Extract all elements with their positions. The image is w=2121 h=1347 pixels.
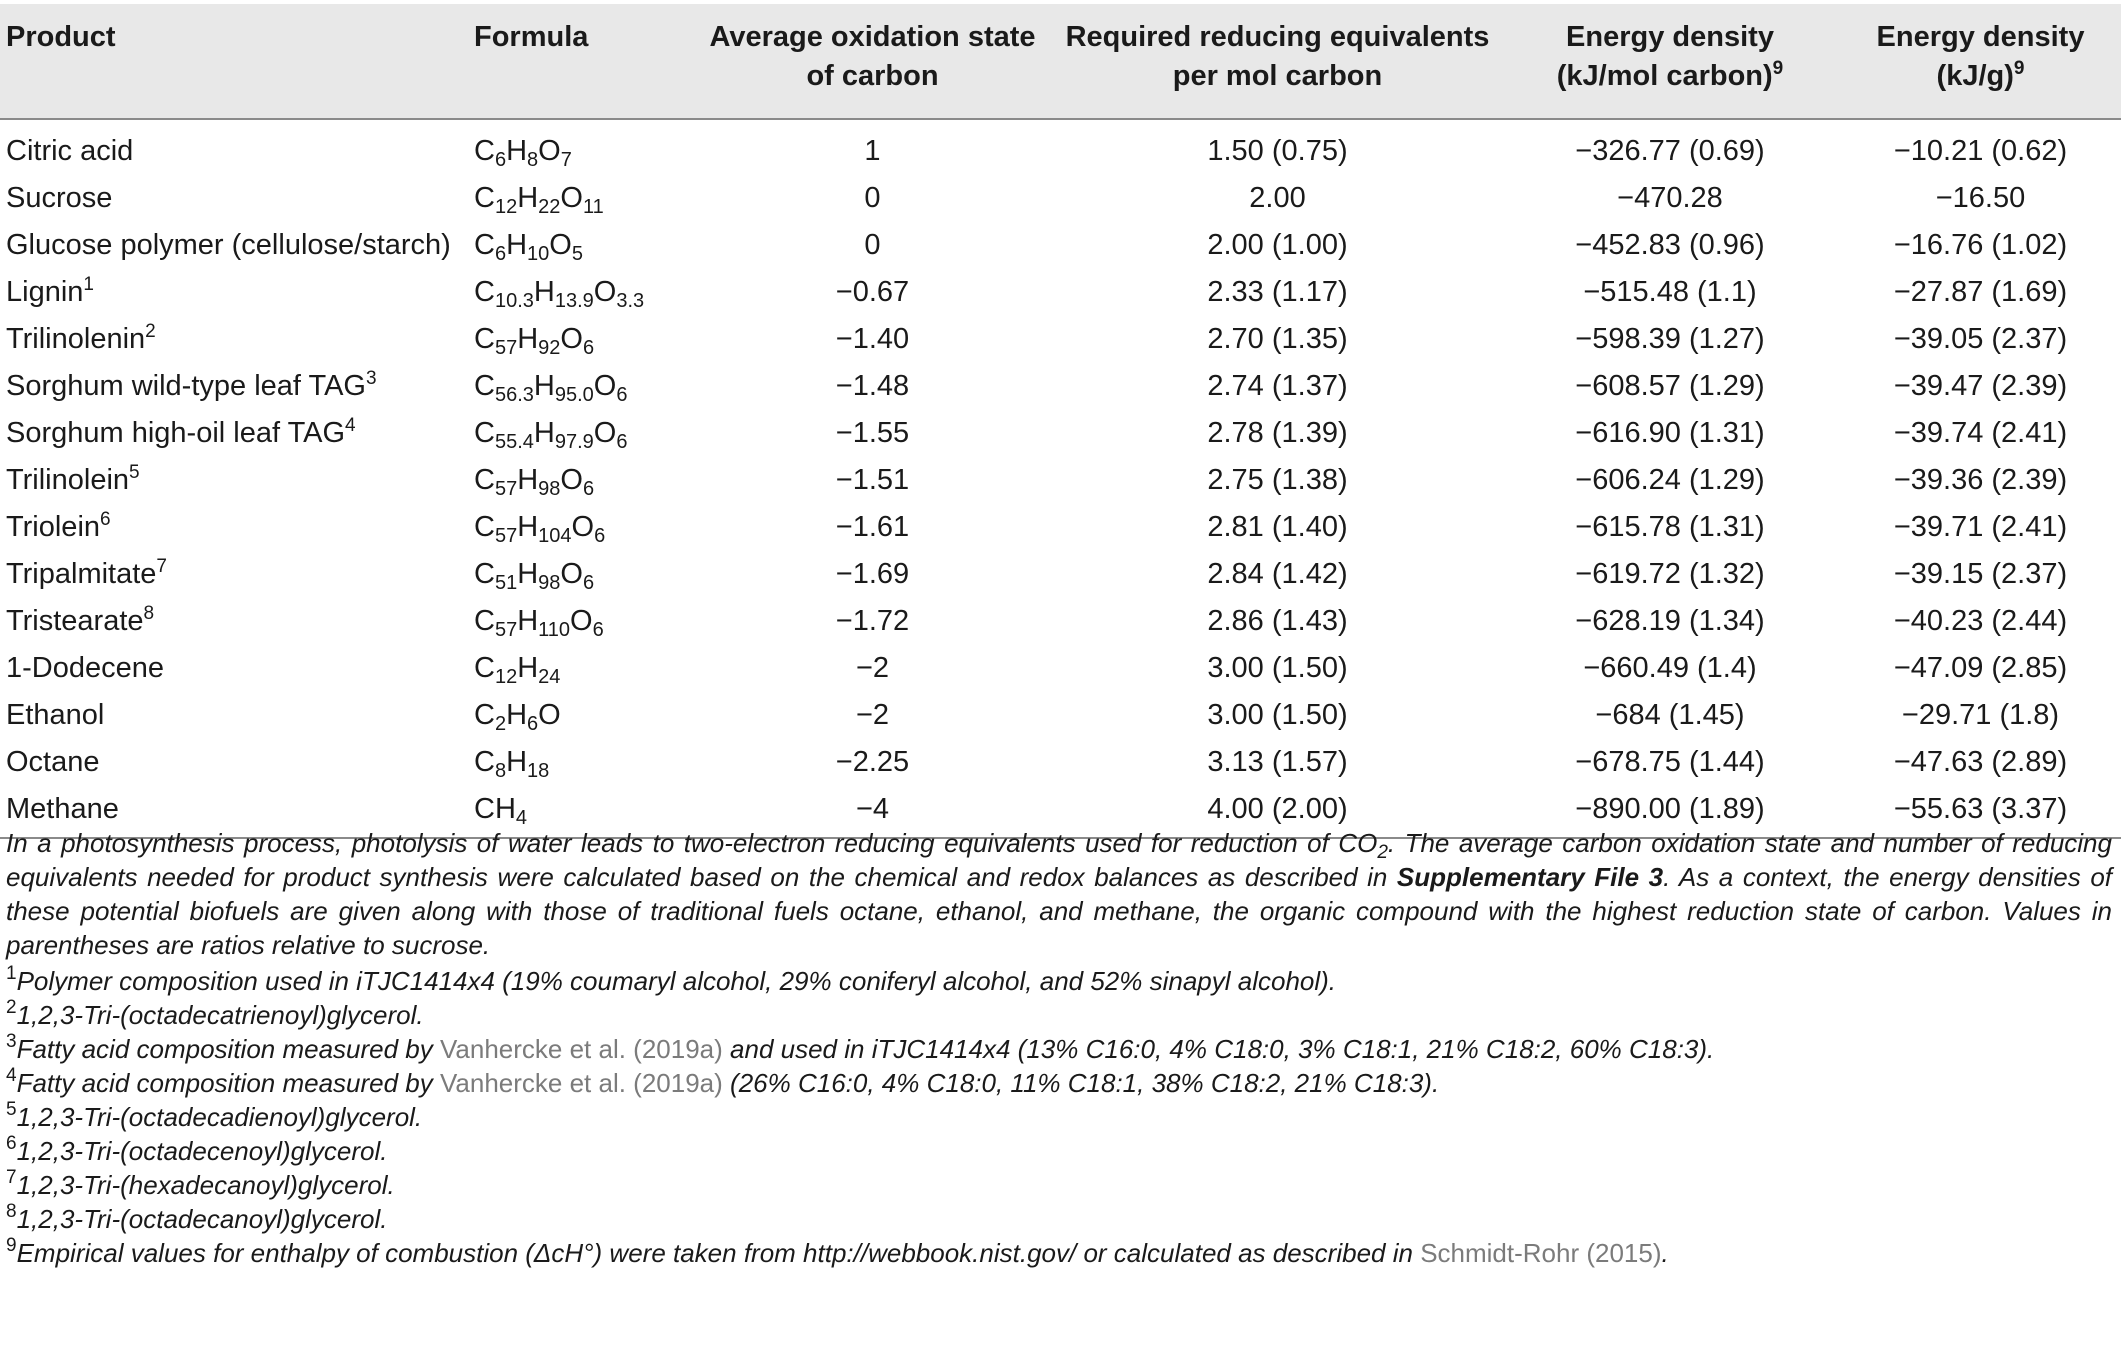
product-name: Glucose polymer (cellulose/starch) bbox=[6, 229, 451, 261]
formula-subscript: 57 bbox=[494, 525, 518, 547]
formula-element: O bbox=[593, 417, 617, 449]
footnote-text: Fatty acid composition measured by bbox=[16, 1034, 440, 1064]
formula-subscript: 6 bbox=[527, 713, 539, 735]
table-row bbox=[0, 504, 2121, 551]
formula-element: C bbox=[474, 417, 495, 449]
footnote-number: 8 bbox=[6, 1201, 17, 1222]
footnote-text: Polymer composition used in iTJC1414x4 (19% coumaryl alcohol, 29% coniferyl alcohol, and 52% sinapyl alcohol). bbox=[16, 966, 1337, 996]
cell-oxidation: −1.55 bbox=[835, 417, 910, 449]
footnote-list bbox=[6, 964, 2112, 1270]
formula-subscript: 6 bbox=[592, 619, 604, 641]
cell-product bbox=[0, 504, 468, 551]
formula-element: C bbox=[474, 464, 495, 496]
formula-subscript: 6 bbox=[616, 384, 628, 406]
footnote-text-cont: (26% C16:0, 4% C18:0, 11% C18:1, 38% C18:2, 21% C18:3). bbox=[722, 1068, 1440, 1098]
footnote-number: 3 bbox=[6, 1031, 17, 1052]
cell-product bbox=[0, 457, 468, 504]
formula-element: C bbox=[474, 746, 495, 778]
cell-energy-density-carbon: −606.24 (1.29) bbox=[1575, 464, 1765, 496]
product-name: Lignin bbox=[6, 276, 84, 308]
cell-energy-density-carbon: −684 (1.45) bbox=[1595, 699, 1745, 731]
cell-energy-density-carbon: −678.75 (1.44) bbox=[1575, 746, 1765, 778]
footnote bbox=[6, 1066, 2112, 1100]
footnote-text: 1,2,3-Tri-(octadecatrienoyl)glycerol. bbox=[16, 1000, 424, 1030]
product-name: Methane bbox=[6, 793, 119, 825]
product-name: Octane bbox=[6, 746, 100, 778]
cell-oxidation: 0 bbox=[864, 229, 881, 261]
cell-energy-density-gram: −40.23 (2.44) bbox=[1893, 605, 2068, 637]
footnote bbox=[6, 1134, 2112, 1168]
formula-element: H bbox=[533, 276, 555, 308]
cell-energy-density-carbon: −616.90 (1.31) bbox=[1575, 417, 1765, 449]
footnote-marker: 3 bbox=[365, 368, 377, 389]
footnote-text-cont: . bbox=[1661, 1238, 1669, 1268]
cell-product bbox=[0, 410, 468, 457]
cell-energy-density-carbon: −608.57 (1.29) bbox=[1575, 370, 1765, 402]
header-formula: Formula bbox=[468, 4, 690, 119]
footnote-number: 7 bbox=[6, 1167, 17, 1188]
formula-subscript: 5 bbox=[571, 243, 583, 265]
cell-formula bbox=[468, 175, 690, 222]
footnote-text: Empirical values for enthalpy of combustion (ΔcH°) were taken from http://webbook.nist.gov/ or calculated as described in bbox=[16, 1238, 1421, 1268]
formula-element: O bbox=[593, 276, 617, 308]
cell-formula bbox=[468, 410, 690, 457]
footnote bbox=[6, 964, 2112, 998]
footnote-marker: 5 bbox=[129, 462, 140, 483]
formula-subscript: 6 bbox=[594, 525, 606, 547]
footnote-marker: 2 bbox=[145, 321, 156, 342]
cell-reducing: 2.86 (1.43) bbox=[1207, 605, 1348, 637]
cell-oxidation: −2 bbox=[855, 652, 890, 684]
formula-subscript: 4 bbox=[515, 807, 528, 829]
table-body bbox=[0, 119, 2121, 838]
table-row bbox=[0, 551, 2121, 598]
header-oxidation: Average oxidation state of carbon bbox=[690, 4, 1055, 119]
header-energy-density-carbon: Energy density (kJ/mol carbon)$^9$ bbox=[1500, 4, 1840, 119]
footnote-number: 6 bbox=[6, 1133, 17, 1154]
formula-element: C bbox=[474, 323, 495, 355]
cell-reducing: 3.00 (1.50) bbox=[1207, 652, 1348, 684]
cell-reducing: 2.74 (1.37) bbox=[1207, 370, 1348, 402]
table-row bbox=[0, 692, 2121, 739]
formula-element: C bbox=[474, 370, 495, 402]
cell-formula bbox=[468, 739, 690, 786]
cell-product bbox=[0, 739, 468, 786]
formula-element: C bbox=[474, 229, 495, 261]
footnote-number: 4 bbox=[6, 1065, 17, 1086]
cell-formula bbox=[468, 222, 690, 269]
citation-link[interactable]: Schmidt-Rohr (2015) bbox=[1420, 1238, 1662, 1268]
cell-oxidation: −2 bbox=[855, 699, 890, 731]
formula-element: H bbox=[506, 746, 528, 778]
cell-energy-density-gram: −39.36 (2.39) bbox=[1893, 464, 2068, 496]
cell-oxidation: −1.69 bbox=[835, 558, 910, 590]
cell-product bbox=[0, 175, 468, 222]
formula-subscript: 6 bbox=[582, 337, 595, 359]
formula-subscript: 10 bbox=[527, 243, 550, 265]
formula-element: H bbox=[533, 417, 555, 449]
footnote bbox=[6, 998, 2112, 1032]
header-row bbox=[0, 4, 2121, 119]
table-row bbox=[0, 598, 2121, 645]
formula-subscript: 95.0 bbox=[554, 384, 594, 406]
formula-element: O bbox=[571, 511, 595, 543]
cell-energy-density-carbon: −619.72 (1.32) bbox=[1575, 558, 1765, 590]
cell-reducing: 2.00 bbox=[1249, 182, 1306, 214]
formula-subscript: 98 bbox=[538, 572, 561, 594]
footnote bbox=[6, 1168, 2112, 1202]
formula-subscript: 22 bbox=[538, 196, 561, 218]
cell-energy-density-gram: −29.71 (1.8) bbox=[1901, 699, 2060, 731]
cell-energy-density-gram: −39.74 (2.41) bbox=[1893, 417, 2068, 449]
supplementary-ref: Supplementary File 3 bbox=[1396, 862, 1664, 892]
cell-energy-density-carbon: −615.78 (1.31) bbox=[1575, 511, 1765, 543]
formula-subscript: 8 bbox=[494, 760, 507, 782]
cell-reducing: 4.00 (2.00) bbox=[1055, 786, 1500, 838]
cell-energy-density-gram: −27.87 (1.69) bbox=[1893, 276, 2068, 308]
header-energy-density-gram: Energy density $(kJ/g)^9$ bbox=[1840, 4, 2121, 119]
formula-subscript: 56.3 bbox=[494, 384, 534, 406]
footnote-text: Fatty acid composition measured by bbox=[16, 1068, 440, 1098]
product-name: Trilinolenin bbox=[6, 323, 146, 355]
cell-energy-density-gram: −47.63 (2.89) bbox=[1893, 746, 2068, 778]
footnote bbox=[6, 1100, 2112, 1134]
footnote bbox=[6, 1236, 2112, 1270]
formula-subscript: 12 bbox=[494, 196, 518, 218]
formula-subscript: 6 bbox=[616, 431, 628, 453]
cell-reducing: 3.13 (1.57) bbox=[1207, 746, 1348, 778]
footnote-marker: 7 bbox=[156, 556, 167, 577]
cell-energy-density-gram: −39.15 (2.37) bbox=[1893, 558, 2068, 590]
formula-subscript: 6 bbox=[494, 149, 507, 171]
cell-oxidation: 0 bbox=[864, 182, 881, 214]
formula-element: H bbox=[517, 464, 539, 496]
formula-element: O bbox=[549, 229, 572, 261]
cell-product bbox=[0, 269, 468, 316]
formula-subscript: 24 bbox=[538, 666, 561, 688]
product-name: Triolein bbox=[6, 511, 101, 543]
cell-oxidation: −1.40 bbox=[835, 323, 910, 355]
table-row bbox=[0, 645, 2121, 692]
table-row bbox=[0, 222, 2121, 269]
formula-element: H bbox=[517, 511, 539, 543]
product-name: Tripalmitate bbox=[6, 558, 157, 590]
cell-formula bbox=[468, 504, 690, 551]
cell-product bbox=[0, 222, 468, 269]
formula-subscript: 98 bbox=[538, 478, 561, 500]
table-row bbox=[0, 410, 2121, 457]
cell-energy-density-gram: −39.71 (2.41) bbox=[1893, 511, 2068, 543]
cell-formula bbox=[468, 457, 690, 504]
formula-subscript: 3.3 bbox=[616, 290, 645, 312]
table-row bbox=[0, 269, 2121, 316]
cell-reducing: 1.50 (0.75) bbox=[1207, 135, 1348, 167]
formula-subscript: 18 bbox=[527, 760, 550, 782]
footnote-marker: 6 bbox=[100, 509, 111, 530]
cell-oxidation: −4 bbox=[690, 786, 1055, 838]
formula-subscript: 13.9 bbox=[554, 290, 594, 312]
formula-subscript: 11 bbox=[582, 196, 604, 218]
formula-element: H bbox=[517, 652, 539, 684]
footnote-text: 1,2,3-Tri-(hexadecanoyl)glycerol. bbox=[16, 1170, 395, 1200]
formula-element: H bbox=[506, 135, 528, 167]
citation-link[interactable]: Vanhercke et al. (2019a) bbox=[440, 1034, 723, 1064]
footnote-number: 5 bbox=[6, 1099, 17, 1120]
cell-product bbox=[0, 645, 468, 692]
cell-reducing: 2.75 (1.38) bbox=[1207, 464, 1348, 496]
cell-energy-density-gram: −55.63 (3.37) bbox=[1840, 786, 2121, 838]
table-row bbox=[0, 316, 2121, 363]
cell-reducing: 3.00 (1.50) bbox=[1207, 699, 1348, 731]
cell-energy-density-carbon: −326.77 (0.69) bbox=[1575, 135, 1765, 167]
formula-element: C bbox=[474, 182, 495, 214]
formula-element: H bbox=[517, 605, 539, 637]
formula-element: C bbox=[474, 135, 495, 167]
cell-formula bbox=[468, 692, 690, 739]
product-name: Citric acid bbox=[6, 135, 134, 167]
cell-oxidation: −0.67 bbox=[835, 276, 910, 308]
data-table bbox=[0, 4, 2121, 839]
table-row bbox=[0, 363, 2121, 410]
product-name: Ethanol bbox=[6, 699, 105, 731]
cell-oxidation: −2.25 bbox=[835, 746, 910, 778]
cell-formula bbox=[468, 645, 690, 692]
cell-reducing: 2.70 (1.35) bbox=[1207, 323, 1348, 355]
formula-element: C bbox=[474, 558, 495, 590]
cell-product bbox=[0, 692, 468, 739]
cell-energy-density-gram: −39.05 (2.37) bbox=[1893, 323, 2068, 355]
formula-element: H bbox=[517, 182, 539, 214]
table-notes bbox=[6, 826, 2112, 1270]
table-row bbox=[0, 457, 2121, 504]
formula-subscript: 6 bbox=[494, 243, 507, 265]
product-name: Sorghum wild-type leaf TAG bbox=[6, 370, 366, 402]
formula-element: O bbox=[560, 558, 583, 590]
cell-reducing: 2.84 (1.42) bbox=[1207, 558, 1348, 590]
formula-subscript: 97.9 bbox=[554, 431, 594, 453]
formula-element: C bbox=[474, 511, 495, 543]
formula-subscript: 10.3 bbox=[494, 290, 534, 312]
cell-energy-density-gram: −16.50 bbox=[1935, 182, 2026, 214]
formula-subscript: 6 bbox=[582, 572, 595, 594]
footnote-text: 1,2,3-Tri-(octadecenoyl)glycerol. bbox=[16, 1136, 388, 1166]
cell-reducing: 2.78 (1.39) bbox=[1207, 417, 1348, 449]
product-name: 1-Dodecene bbox=[6, 652, 164, 684]
cell-formula bbox=[468, 269, 690, 316]
footnote-text-cont: and used in iTJC1414x4 (13% C16:0, 4% C18:0, 3% C18:1, 21% C18:2, 60% C18:3). bbox=[722, 1034, 1715, 1064]
table-caption: In a photosynthesis process, photolysis of water leads to two-electron reducing equivalents used for reduction of $CO_2$. The average carbon oxidation state and number of reducing equivalents needed for product synthesis were calculated based on the chemical and redox balances as described in Supplementary File 3. As a context, the energy densities of these potential biofuels are given along with those of traditional fuels octane, ethanol, and methane, the organic compound with the highest reduction state of carbon. Values in parentheses are ratios relative to sucrose. bbox=[6, 828, 2113, 960]
formula-element: C bbox=[474, 652, 495, 684]
cell-energy-density-carbon: −660.49 (1.4) bbox=[1583, 652, 1757, 684]
cell-energy-density-carbon: −470.28 bbox=[1617, 182, 1723, 214]
footnote-number: 1 bbox=[6, 963, 17, 984]
cell-oxidation: −1.48 bbox=[835, 370, 910, 402]
formula-subscript: 57 bbox=[494, 337, 518, 359]
footnote-marker: 1 bbox=[83, 274, 94, 295]
cell-energy-density-carbon: −452.83 (0.96) bbox=[1575, 229, 1765, 261]
cell-energy-density-gram: −39.47 (2.39) bbox=[1893, 370, 2068, 402]
cell-product bbox=[0, 316, 468, 363]
cell-formula bbox=[468, 598, 690, 645]
cell-energy-density-carbon: −598.39 (1.27) bbox=[1575, 323, 1765, 355]
cell-formula bbox=[468, 363, 690, 410]
formula-element: O bbox=[560, 323, 583, 355]
formula-element: C bbox=[474, 276, 495, 308]
cell-energy-density-gram: −10.21 (0.62) bbox=[1893, 135, 2068, 167]
formula-element: O bbox=[538, 135, 561, 167]
cell-reducing: 2.81 (1.40) bbox=[1207, 511, 1348, 543]
formula-subscript: 92 bbox=[538, 337, 561, 359]
formula-subscript: 2 bbox=[494, 713, 507, 735]
footnote-marker: 4 bbox=[345, 415, 356, 436]
formula-subscript: 51 bbox=[494, 572, 518, 594]
footnote-marker: 8 bbox=[143, 603, 155, 624]
product-name: Tristearate bbox=[6, 605, 144, 637]
formula-subscript: 6 bbox=[582, 478, 595, 500]
formula-element: C bbox=[474, 699, 495, 731]
formula-element: O bbox=[538, 699, 561, 731]
cell-product bbox=[0, 119, 468, 175]
table-row bbox=[0, 175, 2121, 222]
formula-element: C bbox=[474, 605, 495, 637]
cell-reducing: 2.00 (1.00) bbox=[1207, 229, 1348, 261]
product-name: Sucrose bbox=[6, 182, 113, 214]
cell-product bbox=[0, 363, 468, 410]
table-row bbox=[0, 119, 2121, 175]
formula-subscript: 7 bbox=[560, 149, 572, 171]
cell-oxidation: −1.51 bbox=[835, 464, 910, 496]
formula-subscript: 8 bbox=[527, 149, 539, 171]
formula-element: H bbox=[517, 558, 539, 590]
cell-energy-density-carbon: −628.19 (1.34) bbox=[1575, 605, 1765, 637]
table-header bbox=[0, 4, 2121, 119]
cell-product bbox=[0, 598, 468, 645]
citation-link[interactable]: Vanhercke et al. (2019a) bbox=[440, 1068, 723, 1098]
cell-formula bbox=[468, 316, 690, 363]
cell-energy-density-gram: −47.09 (2.85) bbox=[1893, 652, 2068, 684]
formula-element: H bbox=[506, 699, 528, 731]
cell-oxidation: −1.72 bbox=[835, 605, 910, 637]
product-name: Trilinolein bbox=[6, 464, 130, 496]
cell-reducing: 2.33 (1.17) bbox=[1207, 276, 1348, 308]
formula-element: O bbox=[560, 182, 583, 214]
cell-formula bbox=[468, 119, 690, 175]
footnote-text: 1,2,3-Tri-(octadecanoyl)glycerol. bbox=[16, 1204, 388, 1234]
header-reducing: Required reducing equivalents per mol carbon bbox=[1055, 4, 1500, 119]
cell-oxidation: −1.61 bbox=[835, 511, 910, 543]
formula-subscript: 104 bbox=[538, 525, 572, 547]
formula-element: CH bbox=[474, 793, 516, 825]
cell-formula bbox=[468, 551, 690, 598]
product-name: Sorghum high-oil leaf TAG bbox=[6, 417, 346, 449]
formula-element: O bbox=[560, 464, 583, 496]
footnote bbox=[6, 1202, 2112, 1236]
formula-element: O bbox=[570, 605, 593, 637]
footnote-text: 1,2,3-Tri-(octadecadienoyl)glycerol. bbox=[16, 1102, 423, 1132]
formula-subscript: 57 bbox=[494, 478, 518, 500]
header-product: Product bbox=[0, 4, 468, 119]
cell-oxidation: 1 bbox=[864, 135, 881, 167]
formula-subscript: 55.4 bbox=[494, 431, 534, 453]
formula-element: H bbox=[533, 370, 555, 402]
footnote-number: 9 bbox=[6, 1235, 17, 1256]
cell-product bbox=[0, 551, 468, 598]
formula-subscript: 57 bbox=[494, 619, 518, 641]
formula-subscript: 12 bbox=[494, 666, 518, 688]
formula-element: H bbox=[506, 229, 528, 261]
footnote-number: 2 bbox=[6, 997, 17, 1018]
cell-energy-density-gram: −16.76 (1.02) bbox=[1893, 229, 2068, 261]
formula-subscript: 110 bbox=[538, 619, 571, 641]
formula-element: O bbox=[593, 370, 617, 402]
table-row bbox=[0, 739, 2121, 786]
cell-energy-density-carbon: −890.00 (1.89) bbox=[1500, 786, 1840, 838]
footnote bbox=[6, 1032, 2112, 1066]
cell-energy-density-carbon: −515.48 (1.1) bbox=[1583, 276, 1757, 308]
formula-element: H bbox=[517, 323, 539, 355]
